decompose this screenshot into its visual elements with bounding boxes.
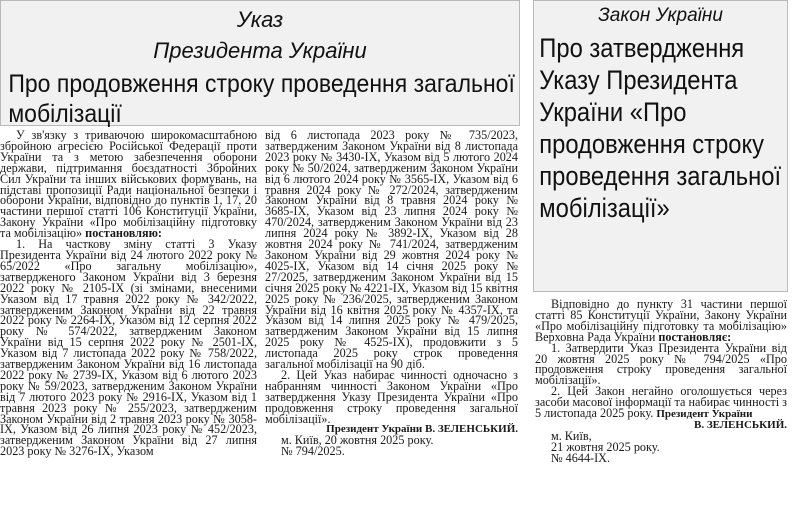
law-title: Про затвердження Указу Президента України «Про продовження строку проведення загальної мобілізації» <box>539 33 782 223</box>
law-item-1: 1. Затвердити Указ Президента України від 20 жовтня 2025 року № 794/2025 «Про продовження строку проведення загальної мобілізації». <box>535 340 787 388</box>
ukaz-item-1-part-1: 1. На часткову зміну статті 3 Указу Президента України від 24 лютого 2022 року № 65/2022 «Про загальну мобілізацію», затвердженого Законом України від 3 березня 2022 року № 2105-IX (зі змінами, внесеними Указом від 17 травня 2022 року № 342/2022, затвердженим Законом України від 22 травня 2022 року № 2264-IX, Указом від 12 серпня 2022 року № 574/2022, затвердженим Законом України від 15 серпня 2022 року № 2501-IX, Указом від 7 листопада 2022 року № 758/2022, затвердженим Законом України від 16 листопада 2022 року № 2739-IX, Указом від 6 лютого 2023 року № 59/2023, затвердженим Законом України від 7 лютого 2023 року № 2916-IX, Указом від 1 травня 2023 року № 255/2023, затвердженим Законом України від 2 травня 2023 року № 3058-IX, Указом від 26 липня 2023 року № 452/2023, затвердженим Законом України від 27 липня 2023 року № 3276-IX, Указом <box>0 237 257 459</box>
ukaz-item-1-part-2: від 6 листопада 2023 року № 735/2023, затвердженим Законом України від 8 листопада 2023 року № 3430-IX, Указом від 5 лютого 2024 року № 50/2024, затвердженим Законом України від 6 лютого 2024 року № 3565-IX, Указом від 6 травня 2024 року № 272/2024, затвердженим Законом України від 8 травня 2024 року № 3685-IX, Указом від 23 липня 2024 року № 470/2024, затвердженим Законом України від 23 липня 2024 року № 3892-IX, Указом від 28 жовтня 2024 року № 741/2024, затвердженим Законом України від 29 жовтня 2024 року № 4025-IX, Указом від 14 січня 2025 року № 27/2025, затвердженим Законом України від 15 січня 2025 року № 4221-IX, Указом від 15 квітня 2025 року № 236/2025, затвердженим Законом України від 16 квітня 2025 року № 4357-IX, та Указом від 14 липня 2025 року № 479/2025, затвердженим Законом України від 15 липня 2025 року № 4525-IX), продовжити з 5 листопада 2025 року строк проведення загальної мобілізації на 90 діб. <box>265 130 518 372</box>
law-preamble <box>535 299 787 343</box>
law-text-column <box>535 299 787 522</box>
ukaz-item-2: 2. Цей Указ набирає чинності одночасно з набранням чинності Законом України «Про затвердження Указу Президента України «Про продовження строку проведення загальної мобілізації». <box>265 367 518 426</box>
ukaz-place-date: м. Київ, 20 жовтня 2025 року. <box>281 433 434 448</box>
law-decree-word: постановляє: <box>658 329 732 344</box>
law-preamble-text: Відповідно до пункту 31 частини першої статті 85 Конституції України, Закону України «Про мобілізаційну підготовку та мобілізацію» Верховна Рада України <box>535 299 787 344</box>
law-signature-line1: Президент України <box>656 408 753 421</box>
ukaz-text-column-2 <box>265 130 518 522</box>
ukaz-preamble <box>0 130 257 239</box>
law-item-2 <box>535 386 787 420</box>
ukaz-title: Про продовження строку проведення загальної мобілізації <box>8 70 515 128</box>
ukaz-text-column-1 <box>0 130 257 522</box>
law-date: 21 жовтня 2025 року. <box>551 439 660 454</box>
ukaz-preamble-text: У зв'язку з триваючою широкомасштабною збройною агресією Російської Федерації проти України та з метою забезпечення оборони держави, підтримання боєздатності Збройних Сил України та інших військових формувань, на підставі пропозиції Ради національної безпеки і оборони України, відповідно до пунктів 1, 17, 20 частини першої статті 106 Конституції України, Закону України «Про мобілізаційну підготовку та мобілізацію» <box>0 130 257 241</box>
ukaz-decree-word: постановляю: <box>85 226 162 241</box>
ukaz-kind-line2: Президента України <box>153 38 367 63</box>
law-kind: Закон України <box>598 5 723 26</box>
ukaz-signature: Президент України В. ЗЕЛЕНСЬКИЙ. <box>326 423 518 436</box>
ukaz-header <box>0 0 520 126</box>
law-place: м. Київ, <box>551 428 592 443</box>
law-item-2-text: 2. Цей Закон негайно оголошується через засоби масової інформації та набирає чинності з 5 листопада 2025 року. <box>535 384 787 421</box>
law-number: № 4644-IX. <box>551 450 611 465</box>
law-header <box>533 0 788 292</box>
ukaz-kind-line1: Указ <box>236 7 284 32</box>
ukaz-number: № 794/2025. <box>281 444 345 459</box>
law-signature-line2: В. ЗЕЛЕНСЬКИЙ. <box>694 418 787 431</box>
